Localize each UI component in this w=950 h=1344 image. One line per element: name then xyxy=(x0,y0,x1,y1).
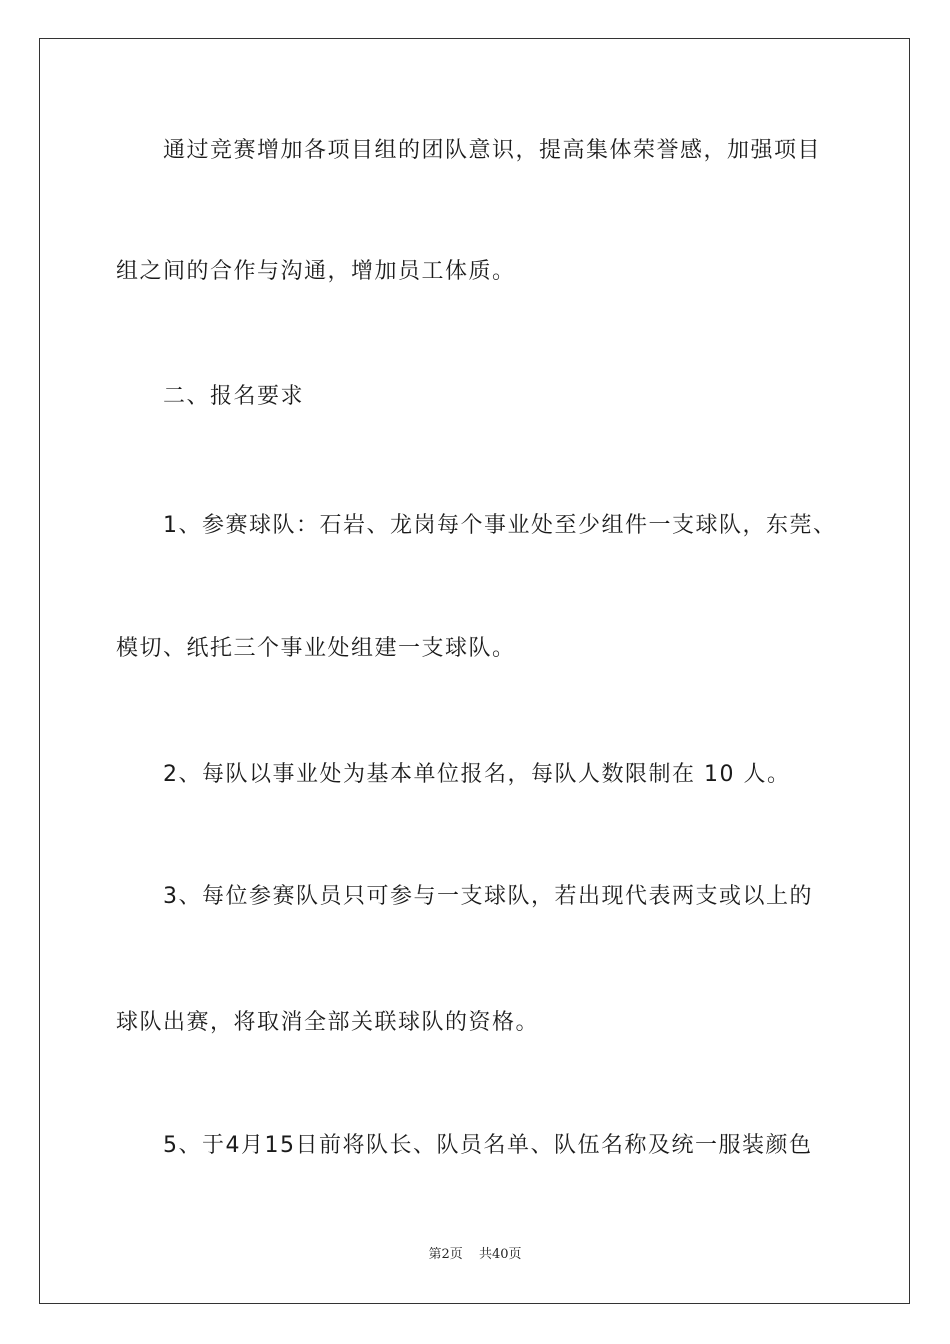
page-number: 第2页 xyxy=(428,1247,463,1262)
body-line-8: 5、于4月15日前将队长、队员名单、队伍名称及统一服装颜色 xyxy=(163,1133,813,1158)
page-footer xyxy=(0,1246,950,1264)
body-line-5: 2、每队以事业处为基本单位报名，每队人数限制在 10 人。 xyxy=(163,762,791,787)
body-line-2: 组之间的合作与沟通，增加员工体质。 xyxy=(116,259,516,284)
page-border xyxy=(39,38,910,1304)
body-line-4: 模切、纸托三个事业处组建一支球队。 xyxy=(116,636,516,661)
body-line-7: 球队出赛，将取消全部关联球队的资格。 xyxy=(116,1010,540,1035)
section-heading: 二、报名要求 xyxy=(163,384,305,409)
body-line-3: 1、参赛球队：石岩、龙岗每个事业处至少组件一支球队，东莞、 xyxy=(163,513,837,538)
page-total: 共40页 xyxy=(478,1247,522,1262)
body-line-1: 通过竞赛增加各项目组的团队意识，提高集体荣誉感，加强项目 xyxy=(163,138,822,163)
body-line-6: 3、每位参赛队员只可参与一支球队，若出现代表两支或以上的 xyxy=(163,884,813,909)
